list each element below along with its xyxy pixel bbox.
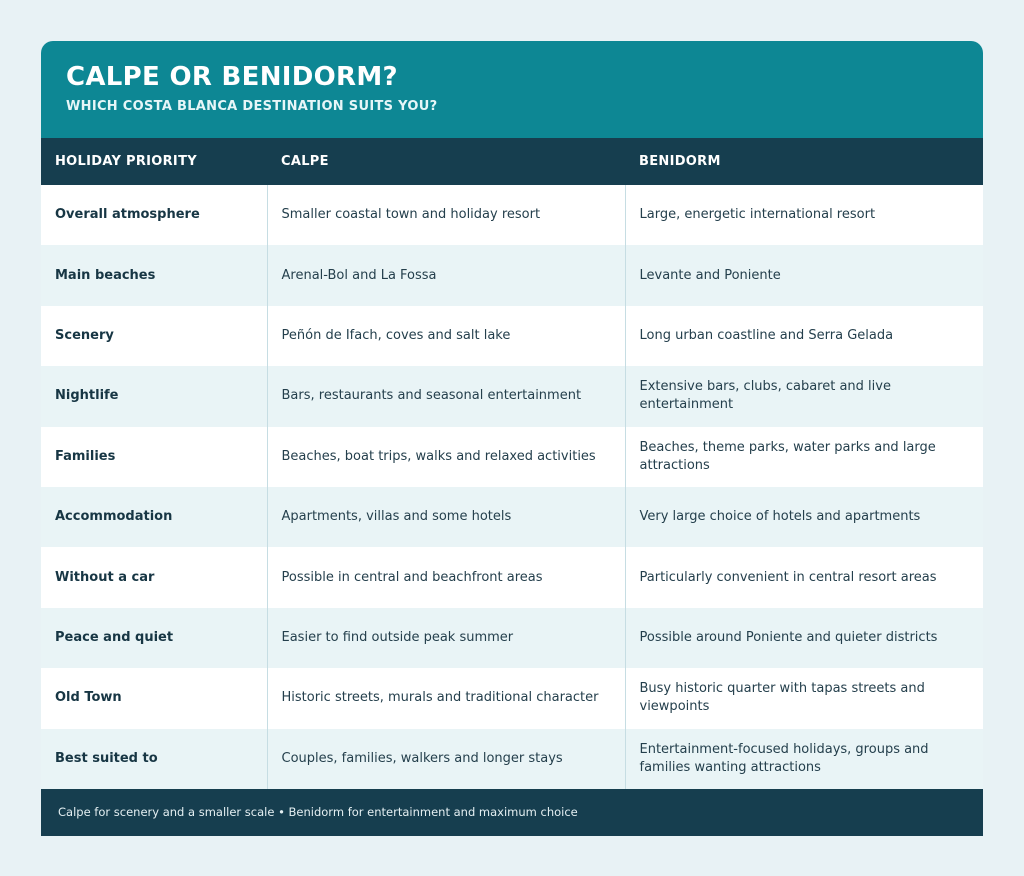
footer-text: Calpe for scenery and a smaller scale • Benidorm for entertainment and maximum choice — [58, 805, 578, 820]
benidorm-cell: Particularly convenient in central resort areas — [625, 547, 983, 607]
header-banner — [41, 41, 983, 138]
benidorm-cell: Possible around Poniente and quieter districts — [625, 608, 983, 668]
table-row — [41, 366, 983, 426]
table-row — [41, 608, 983, 668]
table-row — [41, 427, 983, 487]
benidorm-cell: Beaches, theme parks, water parks and large attractions — [625, 427, 983, 487]
calpe-cell: Smaller coastal town and holiday resort — [267, 185, 625, 245]
priority-cell: Nightlife — [41, 366, 267, 426]
table-row — [41, 185, 983, 245]
benidorm-cell: Busy historic quarter with tapas streets and viewpoints — [625, 668, 983, 728]
calpe-cell: Historic streets, murals and traditional character — [267, 668, 625, 728]
column-header-benidorm: BENIDORM — [625, 138, 983, 185]
calpe-cell: Bars, restaurants and seasonal entertainment — [267, 366, 625, 426]
benidorm-cell: Entertainment-focused holidays, groups and families wanting attractions — [625, 729, 983, 789]
column-header-priority: HOLIDAY PRIORITY — [41, 138, 267, 185]
calpe-cell: Peñón de Ifach, coves and salt lake — [267, 306, 625, 366]
calpe-cell: Easier to find outside peak summer — [267, 608, 625, 668]
page-title: CALPE OR BENIDORM? — [66, 62, 398, 92]
calpe-cell: Couples, families, walkers and longer stays — [267, 729, 625, 789]
table-row — [41, 245, 983, 305]
calpe-cell: Beaches, boat trips, walks and relaxed activities — [267, 427, 625, 487]
priority-cell: Old Town — [41, 668, 267, 728]
priority-cell: Accommodation — [41, 487, 267, 547]
calpe-cell: Possible in central and beachfront areas — [267, 547, 625, 607]
calpe-cell: Arenal-Bol and La Fossa — [267, 245, 625, 305]
table-row — [41, 487, 983, 547]
priority-cell: Families — [41, 427, 267, 487]
benidorm-cell: Levante and Poniente — [625, 245, 983, 305]
table-row — [41, 668, 983, 728]
table-row — [41, 306, 983, 366]
calpe-cell: Apartments, villas and some hotels — [267, 487, 625, 547]
comparison-table — [41, 138, 983, 789]
priority-cell: Peace and quiet — [41, 608, 267, 668]
table-row — [41, 729, 983, 789]
table-row — [41, 547, 983, 607]
benidorm-cell: Long urban coastline and Serra Gelada — [625, 306, 983, 366]
priority-cell: Best suited to — [41, 729, 267, 789]
priority-cell: Without a car — [41, 547, 267, 607]
priority-cell: Overall atmosphere — [41, 185, 267, 245]
benidorm-cell: Large, energetic international resort — [625, 185, 983, 245]
page-subtitle: WHICH COSTA BLANCA DESTINATION SUITS YOU? — [66, 99, 438, 114]
benidorm-cell: Extensive bars, clubs, cabaret and live entertainment — [625, 366, 983, 426]
summary-footer — [41, 789, 983, 836]
priority-cell: Main beaches — [41, 245, 267, 305]
table-header-row — [41, 138, 983, 185]
column-header-calpe: CALPE — [267, 138, 625, 185]
benidorm-cell: Very large choice of hotels and apartments — [625, 487, 983, 547]
comparison-card — [41, 41, 983, 836]
priority-cell: Scenery — [41, 306, 267, 366]
